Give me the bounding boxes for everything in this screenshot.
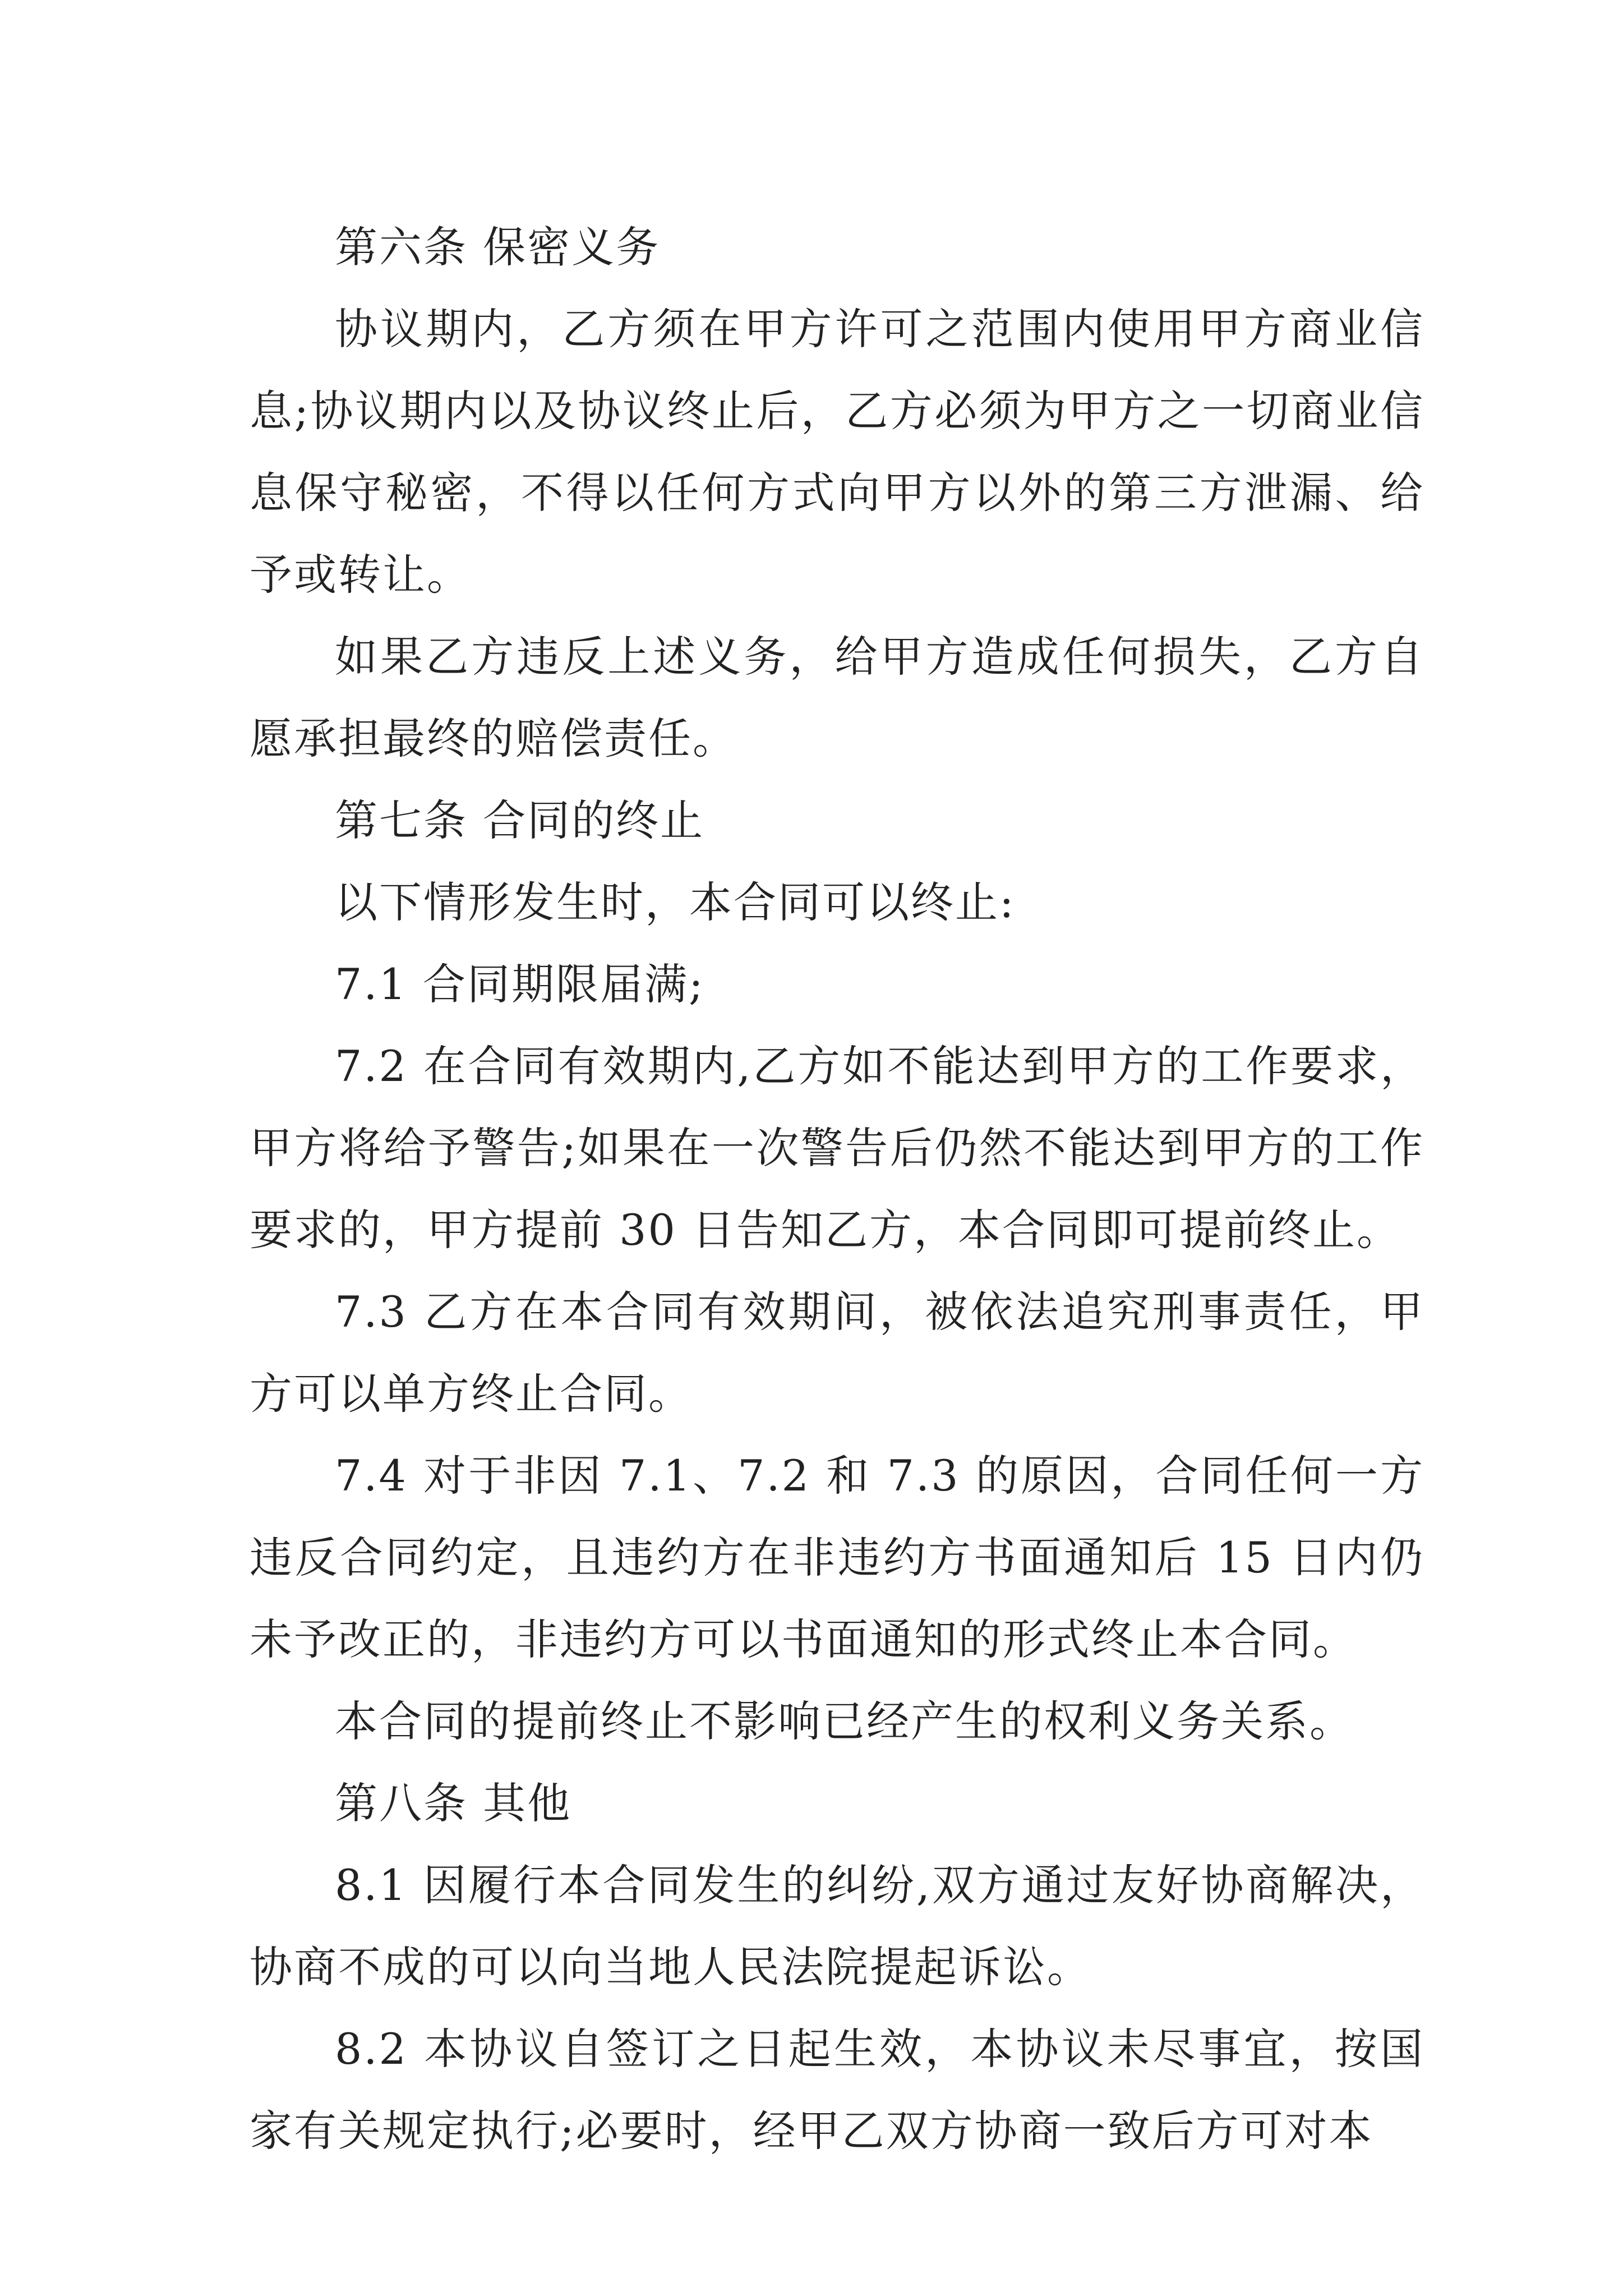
article-7-intro: 以下情形发生时，本合同可以终止: — [335, 877, 1016, 927]
article-8-heading: 第八条 其他 — [335, 1778, 572, 1828]
clause-8-2: 8.2 本协议自签订之日起生效，本协议未尽事宜，按国家有关规定执行;必要时，经甲乙双方协商一致后方可对本 — [250, 2024, 1424, 2156]
article-6-paragraph-2: 如果乙方违反上述义务，给甲方造成任何损失，乙方自愿承担最终的赔偿责任。 — [250, 632, 1424, 763]
clause-7-2: 7.2 在合同有效期内,乙方如不能达到甲方的工作要求，甲方将给予警告;如果在一次警告后仍然不能达到甲方的工作要求的，甲方提前 30 日告知乙方，本合同即可提前终止。 — [250, 1041, 1424, 1255]
clause-8-1: 8.1 因履行本合同发生的纠纷,双方通过友好协商解决，协商不成的可以向当地人民法院提起诉讼。 — [250, 1860, 1424, 1992]
document-body — [250, 206, 1424, 2172]
article-7-closing: 本合同的提前终止不影响已经产生的权利义务关系。 — [335, 1696, 1354, 1746]
article-6-heading: 第六条 保密义务 — [335, 222, 661, 272]
article-7-heading: 第七条 合同的终止 — [335, 795, 705, 845]
clause-7-3: 7.3 乙方在本合同有效期间，被依法追究刑事责任，甲方可以单方终止合同。 — [250, 1287, 1424, 1419]
article-6-paragraph-1: 协议期内，乙方须在甲方许可之范围内使用甲方商业信息;协议期内以及协议终止后，乙方必须为甲方之一切商业信息保守秘密，不得以任何方式向甲方以外的第三方泄漏、给予或转让。 — [250, 304, 1424, 600]
clause-7-1: 7.1 合同期限届满; — [335, 959, 705, 1009]
clause-7-4: 7.4 对于非因 7.1、7.2 和 7.3 的原因，合同任何一方违反合同约定，且违约方在非违约方书面通知后 15 日内仍未予改正的，非违约方可以书面通知的形式终止本合同。 — [250, 1451, 1424, 1664]
